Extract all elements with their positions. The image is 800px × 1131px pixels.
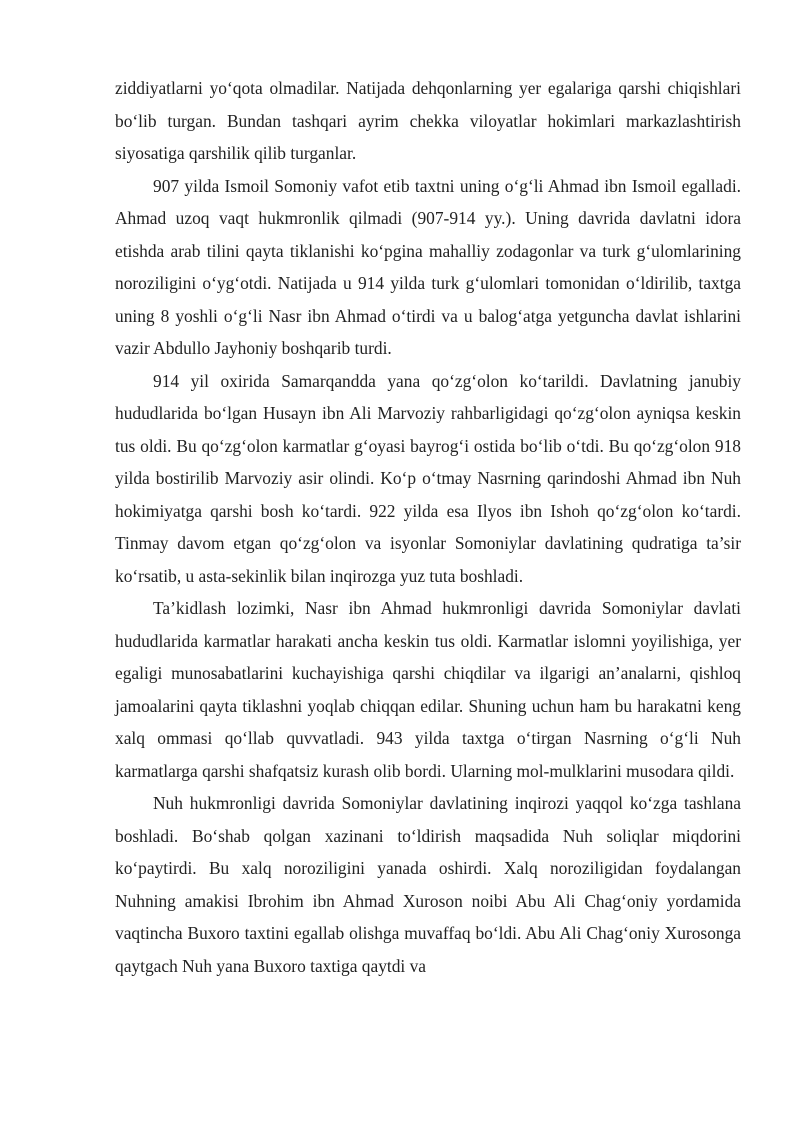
document-page (115, 72, 741, 982)
paragraph-1: ziddiyatlarni yo‘qota olmadilar. Natijada dehqonlarning yer egalariga qarshi chiqishlari bo‘lib turgan. Bundan tashqari ayrim chekka viloyatlar hokimlari markazlashtirish siyosatiga qarshilik qilib turganlar. (115, 78, 741, 163)
paragraph-3: 914 yil oxirida Samarqandda yana qo‘zg‘olon ko‘tarildi. Davlatning janubiy hududlarida bo‘lgan Husayn ibn Ali Marvoziy rahbarligidagi qo‘zg‘olon ayniqsa keskin tus oldi. Bu qo‘zg‘olon karmatlar g‘oyasi bayrog‘i ostida bo‘lib o‘tdi. Bu qo‘zg‘olon 918 yilda bostirilib Marvoziy asir olindi. Ko‘p o‘tmay Nasrning qarindoshi Ahmad ibn Nuh hokimiyatga qarshi bosh ko‘tardi. 922 yilda esa Ilyos ibn Ishoh qo‘zg‘olon ko‘tardi. Tinmay davom etgan qo‘zg‘olon va isyonlar Somoniylar davlatining qudratiga ta’sir ko‘rsatib, u asta-sekinlik bilan inqirozga yuz tuta boshladi. (115, 370, 741, 586)
paragraph-5: Nuh hukmronligi davrida Somoniylar davlatining inqirozi yaqqol ko‘zga tashlana boshladi. Bo‘shab qolgan xazinani to‘ldirish maqsadida Nuh soliqlar miqdorini ko‘paytirdi. Bu xalq noroziligini yanada oshirdi. Xalq noroziligidan foydalangan Nuhning amakisi Ibrohim ibn Ahmad Xuroson noibi Abu Ali Chag‘oniy yordamida vaqtincha Buxoro taxtini egallab olishga muvaffaq bo‘ldi. Abu Ali Chag‘oniy Xurosonga qaytgach Nuh yana Buxoro taxtiga qaytdi va (115, 793, 741, 976)
paragraph-4: Ta’kidlash lozimki, Nasr ibn Ahmad hukmronligi davrida Somoniylar davlati hududlarida karmatlar harakati ancha keskin tus oldi. Karmatlar islomni yoyilishiga, yer egaligi munosabatlarini kuchayishiga qarshi chiqdilar va ilgarigi an’analarni, qishloq jamoalarini qayta tiklashni yoqlab chiqqan edilar. Shuning uchun ham bu harakatni keng xalq ommasi qo‘llab quvvatladi. 943 yilda taxtga o‘tirgan Nasrning o‘g‘li Nuh karmatlarga qarshi shafqatsiz kurash olib bordi. Ularning mol-mulklarini musodara qildi. (115, 598, 741, 781)
paragraph-2: 907 yilda Ismoil Somoniy vafot etib taxtni uning o‘g‘li Ahmad ibn Ismoil egalladi. Ahmad uzoq vaqt hukmronlik qilmadi (907-914 yy.). Uning davrida davlatni idora etishda arab tilini qayta tiklanishi ko‘pgina mahalliy zodagonlar va turk g‘ulomlarining noroziligini o‘yg‘otdi. Natijada u 914 yilda turk g‘ulomlari tomonidan o‘ldirilib, taxtga uning 8 yoshli o‘g‘li Nasr ibn Ahmad o‘tirdi va u balog‘atga yetguncha davlat ishlarini vazir Abdullo Jayhoniy boshqarib turdi. (115, 175, 741, 358)
